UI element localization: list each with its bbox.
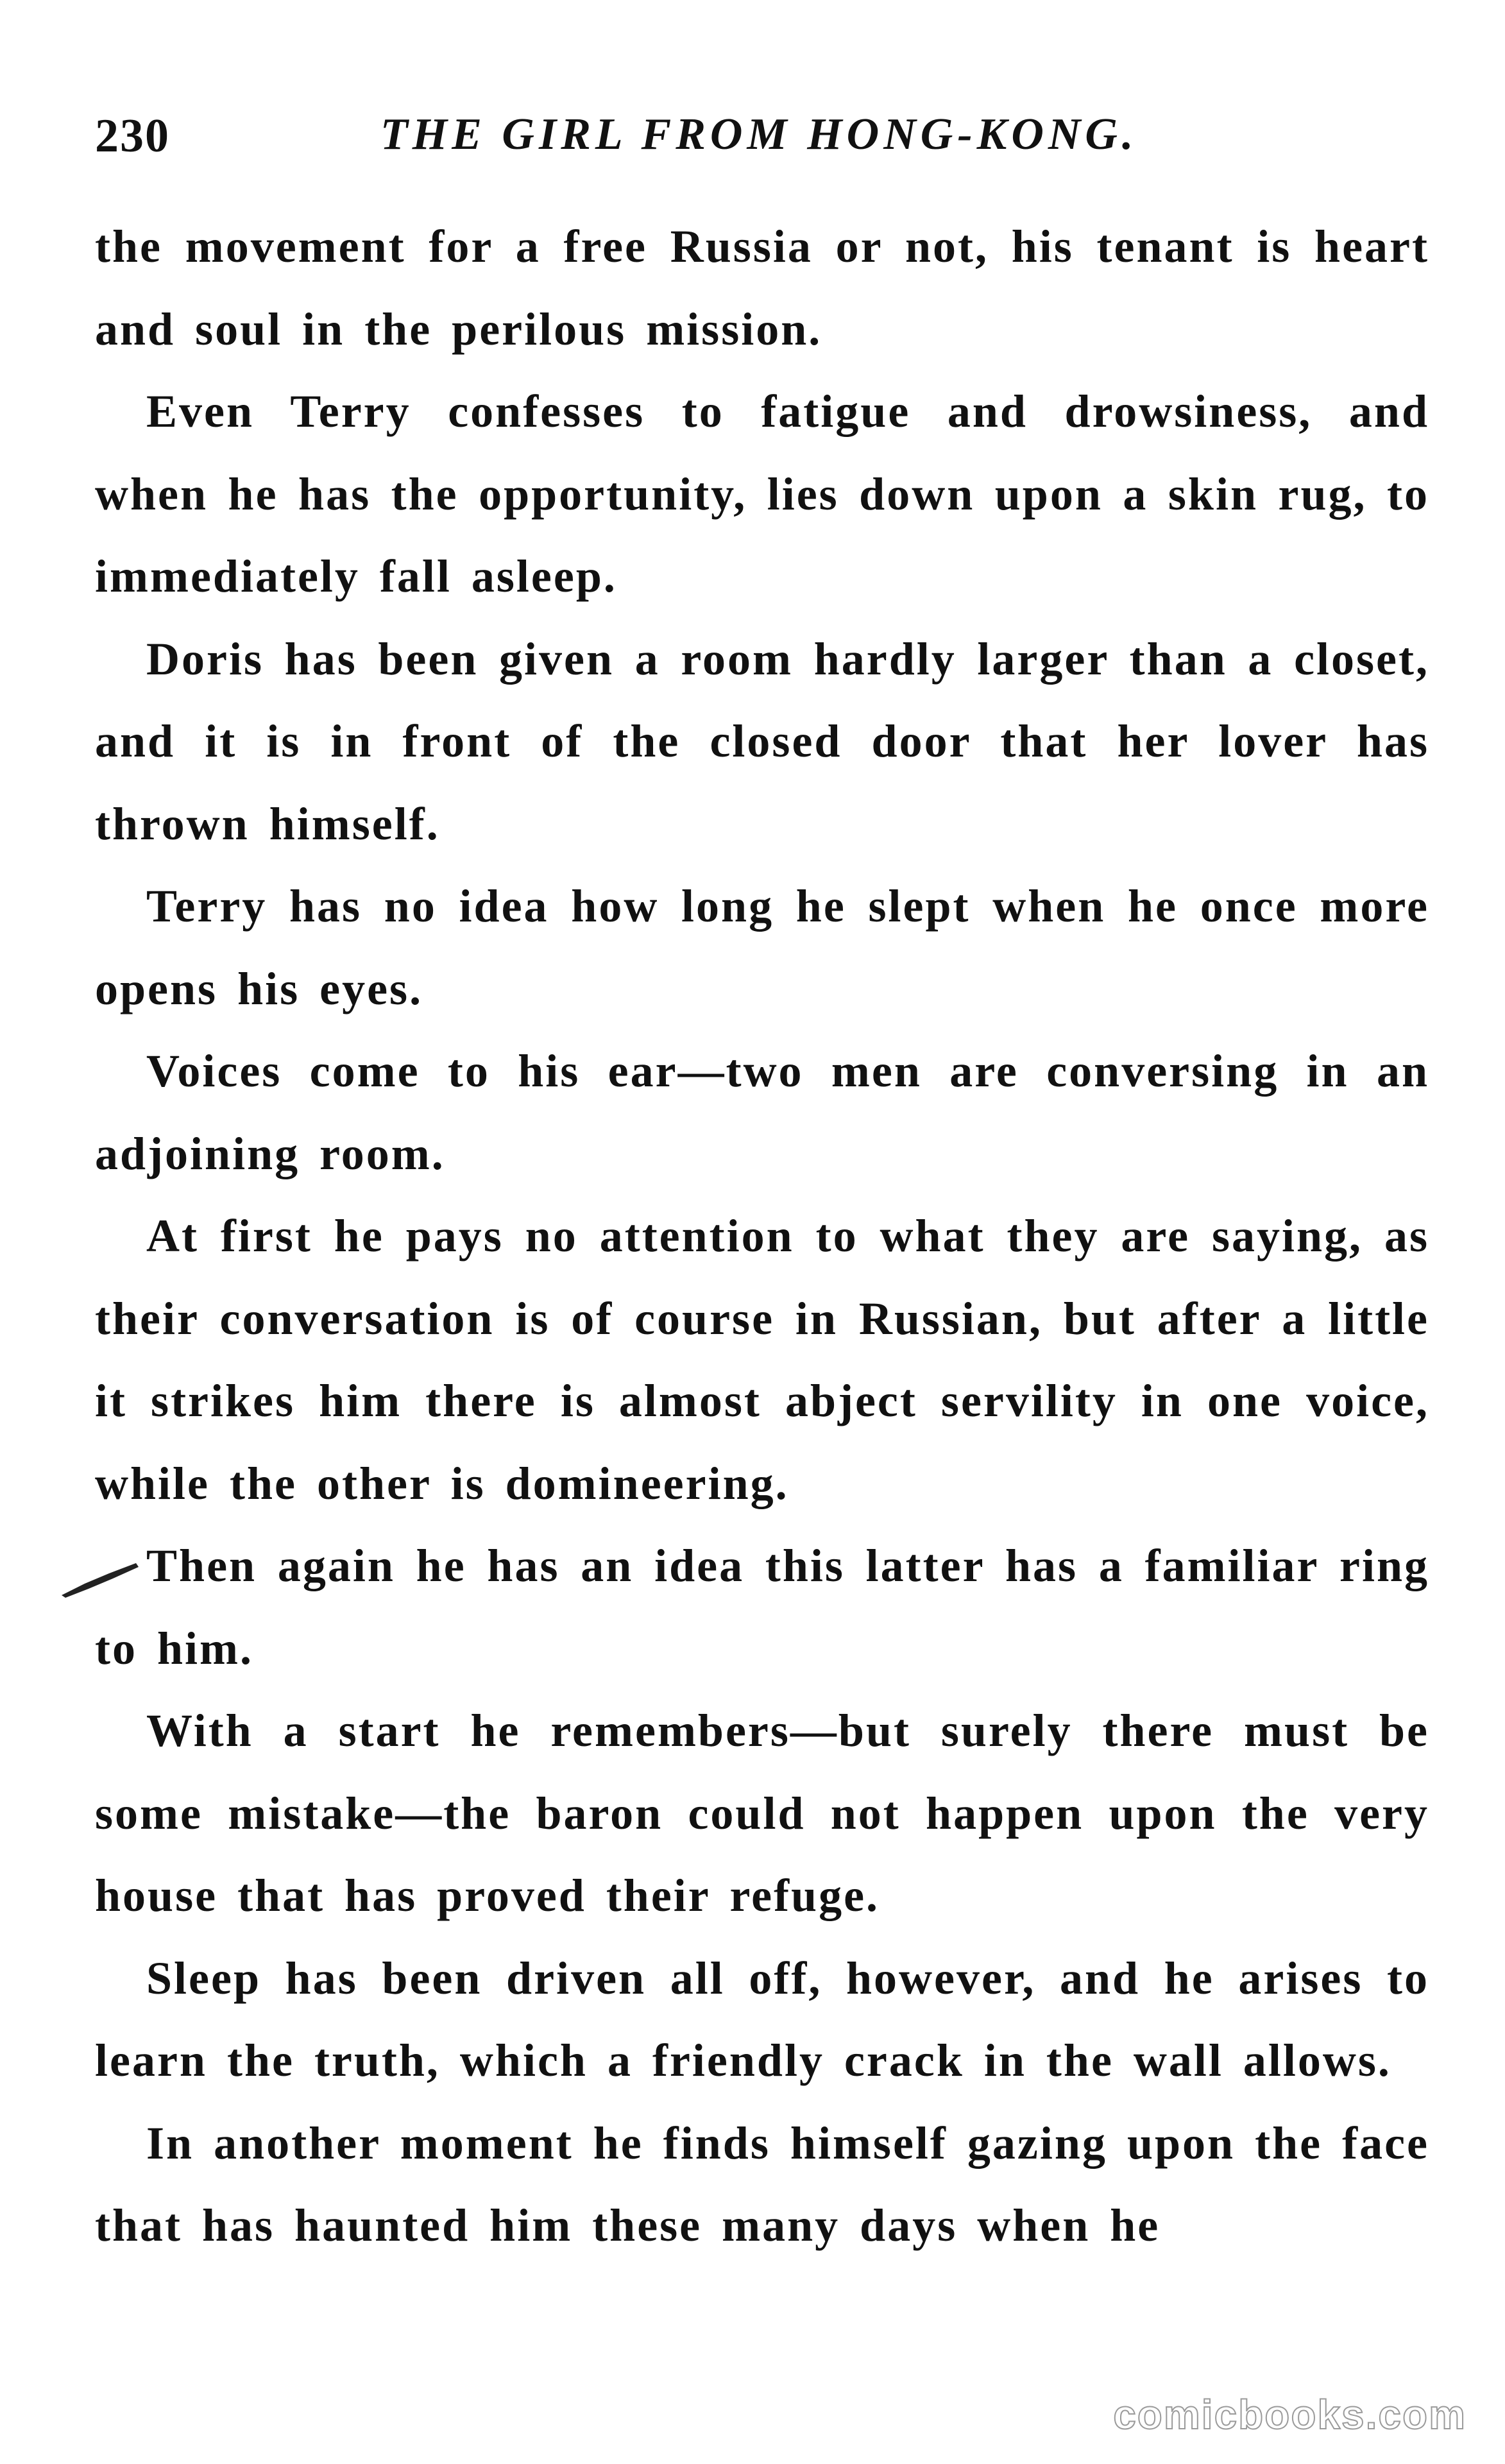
paragraph-7: Then again he has an idea this latter has a familiar ring to him. [95,1540,1429,1674]
paragraph-10: In another moment he finds himself gazing upon the face that has haunted him these many days when he [95,2117,1429,2251]
paragraph-6: At first he pays no attention to what they are saying, as their conversation is of course in Russian, but after a little it strikes him there is almost abject servility in one voice, while the other is domineering. [95,1210,1429,1509]
site-watermark: comicbooks.com [1113,2391,1467,2438]
page-number: 230 [95,110,170,162]
page-header [95,109,1429,180]
page-body [95,205,1429,2267]
paragraph-1: the movement for a free Russia or not, his tenant is heart and soul in the perilous mission. [95,221,1429,355]
paragraph-5: Voices come to his ear—two men are conversing in an adjoining room. [95,1045,1429,1179]
paragraph-8: With a start he remembers—but surely there must be some mistake—the baron could not happen upon the very house that has proved their refuge. [95,1705,1429,1921]
paragraph-2: Even Terry confesses to fatigue and drowsiness, and when he has the opportunity, lies down upon a skin rug, to immediately fall asleep. [95,386,1429,602]
paragraph-4: Terry has no idea how long he slept when he once more opens his eyes. [95,880,1429,1014]
running-title: THE GIRL FROM HONG-KONG. [380,110,1138,159]
paragraph-9: Sleep has been driven all off, however, and he arises to learn the truth, which a friendly crack in the wall allows. [95,1952,1429,2086]
paragraph-3: Doris has been given a room hardly larger than a closet, and it is in front of the closed door that her lover has thrown himself. [95,633,1429,850]
